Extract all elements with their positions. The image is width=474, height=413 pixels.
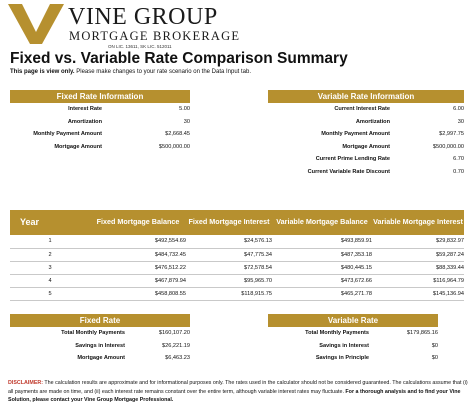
row-value: $0 (431, 342, 438, 349)
variable-summary-row (268, 352, 438, 365)
row-value: 6.70 (453, 156, 464, 163)
variable-balance-cell: $465,271.78 (272, 287, 372, 300)
row-label: Monthly Payment Amount (33, 131, 102, 138)
variable-interest-cell: $59,287.24 (372, 248, 464, 261)
row-label: Savings in Interest (75, 342, 125, 349)
disclaimer (8, 379, 468, 405)
row-label: Total Monthly Payments (305, 330, 369, 337)
logo-license: ON LIC. 13611, SK LIC. 512011 (108, 44, 172, 49)
row-value: $6,463.23 (165, 355, 190, 362)
fixed-interest-cell: $47,775.34 (186, 248, 272, 261)
row-label: Total Monthly Payments (61, 330, 125, 337)
variable-info-row (268, 153, 464, 166)
year-cell: 3 (10, 261, 90, 274)
row-value: $160,107.20 (158, 330, 190, 337)
row-value: $500,000.00 (158, 143, 190, 150)
fixed-rate-info-header: Fixed Rate Information (10, 90, 190, 103)
table-row (10, 287, 464, 300)
variable-info-row (268, 116, 464, 129)
variable-info-row (268, 128, 464, 141)
fixed-summary-header: Fixed Rate (10, 314, 190, 327)
header-fixed-interest: Fixed Mortgage Interest (186, 210, 272, 235)
row-label: Amortization (355, 118, 390, 125)
fixed-summary-row (10, 340, 190, 353)
table-row (10, 248, 464, 261)
variable-info-row (268, 141, 464, 154)
fixed-info-row (10, 128, 190, 141)
year-cell: 4 (10, 274, 90, 287)
table-row (10, 261, 464, 274)
row-value: $179,865.16 (406, 330, 438, 337)
variable-balance-cell: $487,353.18 (272, 248, 372, 261)
row-value: $26,221.19 (162, 342, 190, 349)
fixed-summary-row (10, 352, 190, 365)
variable-balance-cell: $493,859.91 (272, 235, 372, 248)
disclaimer-label: DISCLAIMER: (8, 380, 44, 386)
variable-summary-header: Variable Rate (268, 314, 438, 327)
fixed-balance-cell: $458,808.55 (90, 287, 186, 300)
subtitle-bold: This page is view only. (10, 69, 75, 75)
disclaimer-contact: For a thorough analysis and to find your Vine Solution, please contact your Vine Group Mortgage Professional. (8, 388, 461, 404)
fixed-interest-cell: $24,576.13 (186, 235, 272, 248)
subtitle-rest: Please make changes to your rate scenario on the Data Input tab. (74, 69, 252, 75)
fixed-balance-cell: $476,512.22 (90, 261, 186, 274)
row-value: $2,997.75 (439, 131, 464, 138)
fixed-interest-cell: $118,915.75 (186, 287, 272, 300)
variable-interest-cell: $88,339.44 (372, 261, 464, 274)
row-label: Savings in Principle (315, 355, 369, 362)
fixed-info-row (10, 116, 190, 129)
variable-interest-cell: $29,832.97 (372, 235, 464, 248)
variable-summary-panel (268, 314, 438, 365)
variable-rate-info-header: Variable Rate Information (268, 90, 464, 103)
fixed-summary-panel (10, 314, 190, 365)
table-header-row (10, 210, 464, 235)
variable-info-row (268, 166, 464, 179)
variable-rate-info-panel (268, 90, 464, 178)
header-variable-interest: Variable Mortgage Interest (372, 210, 464, 235)
row-value: $0 (431, 355, 438, 362)
company-logo (8, 4, 258, 48)
row-label: Amortization (67, 118, 102, 125)
fixed-summary-row (10, 327, 190, 340)
row-value: 6.00 (453, 106, 464, 113)
row-label: Current Interest Rate (334, 106, 390, 113)
row-label: Monthly Payment Amount (321, 131, 390, 138)
fixed-rate-info-panel (10, 90, 190, 153)
year-cell: 1 (10, 235, 90, 248)
logo-subtitle: MORTGAGE BROKERAGE (69, 29, 241, 43)
fixed-balance-cell: $492,554.69 (90, 235, 186, 248)
header-variable-balance: Variable Mortgage Balance (272, 210, 372, 235)
variable-summary-row (268, 327, 438, 340)
variable-balance-cell: $473,672.66 (272, 274, 372, 287)
variable-balance-cell: $480,445.15 (272, 261, 372, 274)
row-label: Savings in Interest (319, 342, 369, 349)
variable-interest-cell: $116,964.79 (372, 274, 464, 287)
fixed-info-row (10, 103, 190, 116)
fixed-balance-cell: $467,879.94 (90, 274, 186, 287)
table-row (10, 235, 464, 248)
disclaimer-text: The calculation results are approximate and for informational purposes only. The rates used in the calculator should not be considered guaranteed. The calculations assume that (i) all payments are made on time, and (ii) each interest rate remains constant over the entire term, although variable interest rates may fluctuate. (8, 380, 468, 395)
fixed-interest-cell: $72,578.54 (186, 261, 272, 274)
row-label: Mortgage Amount (54, 143, 102, 150)
header-fixed-balance: Fixed Mortgage Balance (90, 210, 186, 235)
page-subtitle (10, 69, 251, 75)
year-cell: 2 (10, 248, 90, 261)
header-year: Year (10, 210, 90, 235)
row-value: 30 (457, 118, 464, 125)
row-value: 5.00 (179, 106, 190, 113)
variable-summary-row (268, 340, 438, 353)
row-value: $2,668.45 (165, 131, 190, 138)
variable-info-row (268, 103, 464, 116)
row-label: Current Prime Lending Rate (315, 156, 390, 163)
row-value: 30 (183, 118, 190, 125)
fixed-balance-cell: $484,732.45 (90, 248, 186, 261)
comparison-table (10, 210, 464, 301)
row-value: 0.70 (453, 168, 464, 175)
row-label: Current Variable Rate Discount (307, 168, 390, 175)
table-row (10, 274, 464, 287)
logo-name: VINE GROUP (68, 4, 218, 30)
fixed-interest-cell: $95,965.70 (186, 274, 272, 287)
fixed-info-row (10, 141, 190, 154)
row-label: Interest Rate (68, 106, 102, 113)
variable-interest-cell: $145,136.94 (372, 287, 464, 300)
row-label: Mortgage Amount (342, 143, 390, 150)
row-label: Mortgage Amount (77, 355, 125, 362)
page-title: Fixed vs. Variable Rate Comparison Summary (10, 50, 348, 67)
year-cell: 5 (10, 287, 90, 300)
vine-v-logo-icon (8, 4, 64, 44)
row-value: $500,000.00 (432, 143, 464, 150)
